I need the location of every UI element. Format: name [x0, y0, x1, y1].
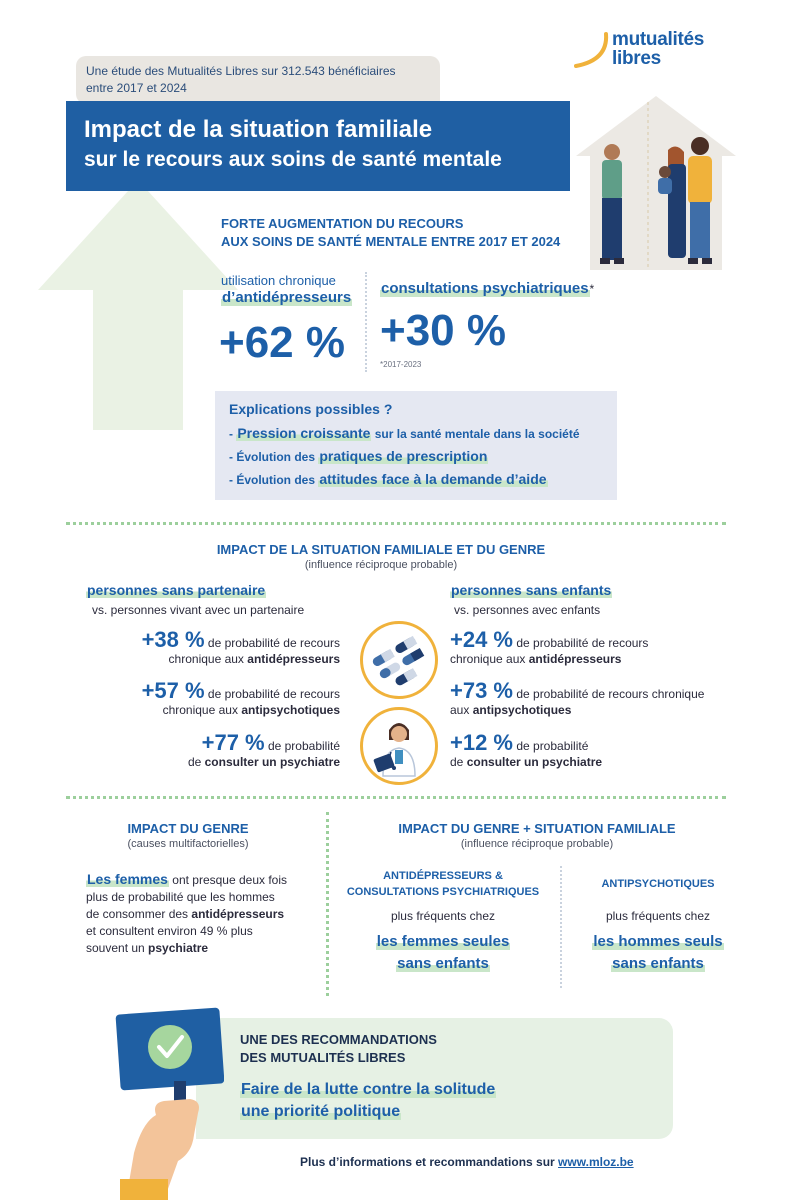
stat-bold: consulter un psychiatre: [204, 755, 340, 769]
section-divider: [66, 796, 726, 799]
pills-icon: [363, 624, 435, 696]
explanation-highlight: Pression croissante: [237, 425, 371, 441]
logo-line-2: libres: [612, 48, 661, 69]
arrow-up-illustration: [38, 180, 238, 430]
stat-text: chronique aux: [168, 652, 248, 666]
page-title-box: [66, 101, 570, 191]
increase-title-line-2: AUX SOINS DE SANTÉ MENTALE ENTRE 2017 ET 2024: [221, 234, 561, 249]
pills-circle: [360, 621, 438, 699]
consultation-footnote: *2017-2023: [380, 360, 422, 369]
stat-bold: antipsychotiques: [472, 703, 572, 717]
antidepressant-increase-value: +62 %: [219, 318, 345, 367]
no-children-stat-psychiatrist: [450, 730, 750, 770]
stat-text: de: [450, 755, 467, 769]
increase-section-title: [221, 215, 581, 251]
gender-highlight: Les femmes: [87, 871, 168, 887]
stat-value: +77 %: [201, 730, 265, 755]
no-partner-stat-antipsychotics: [80, 678, 340, 718]
column-result: les hommes seuls: [593, 933, 723, 950]
consultation-label: [380, 280, 594, 297]
stat-text: de probabilité de recours: [204, 687, 340, 701]
stat-bold: antidépresseurs: [247, 652, 340, 666]
recommendation-title-line-1: UNE DES RECOMMANDATIONS: [240, 1032, 437, 1047]
stat-text: aux: [450, 703, 473, 717]
gender-divider: [326, 812, 329, 996]
family-house-illustration: [572, 94, 740, 270]
psychiatrist-icon: [363, 710, 435, 782]
no-partner-stat-psychiatrist: [80, 730, 340, 770]
explanation-item: [229, 468, 603, 491]
consultation-label-text: consultations psychiatriques: [381, 280, 589, 297]
gender-text: plus de probabilité que les hommes: [86, 890, 275, 904]
recommendation-title-line-2: DES MUTUALITÉS LIBRES: [240, 1050, 406, 1065]
footer-text: Plus d’informations et recommandations sur: [300, 1155, 559, 1169]
column-heading: ANTIPSYCHOTIQUES: [601, 878, 715, 890]
check-sign-illustration: [112, 1003, 224, 1200]
recommendation-text-line-1: Faire de la lutte contre la solitude: [241, 1081, 496, 1098]
no-partner-heading-text: personnes sans partenaire: [87, 582, 266, 598]
study-info-box: [76, 56, 440, 104]
study-line-2: entre 2017 et 2024: [86, 81, 187, 95]
stat-text: de probabilité: [513, 739, 589, 753]
column-result: sans enfants: [397, 955, 489, 972]
recommendation-title: [240, 1031, 437, 1067]
consultation-increase-value: +30 %: [380, 306, 506, 355]
stat-text: de probabilité de recours chronique: [513, 687, 705, 701]
stat-bold: antidépresseurs: [528, 652, 622, 666]
antidepressant-label-line-2: d’antidépresseurs: [222, 289, 352, 306]
consultation-label-star: *: [589, 282, 595, 296]
recommendation-text-line-2: une priorité politique: [241, 1103, 401, 1120]
stat-value: +38 %: [141, 627, 205, 652]
no-children-stat-antipsychotics: [450, 678, 760, 718]
no-partner-subheading: vs. personnes vivant avec un partenaire: [92, 603, 305, 617]
stat-value: +24 %: [450, 627, 513, 652]
stat-bold: consulter un psychiatre: [466, 755, 603, 769]
gender-family-section-title: IMPACT DU GENRE + SITUATION FAMILIALE: [398, 821, 676, 836]
stat-bold: antipsychotiques: [241, 703, 340, 717]
explanation-prefix: - Évolution des: [229, 473, 319, 487]
column-subtext: plus fréquents chez: [390, 909, 496, 923]
stat-text: chronique aux: [162, 703, 242, 717]
family-section-subtitle: (influence réciproque probable): [304, 559, 458, 571]
gender-section-subtitle: (causes multifactorielles): [127, 838, 249, 850]
explanation-item: [229, 445, 603, 468]
explanation-item: [229, 422, 603, 445]
gender-bold: antidépresseurs: [191, 907, 285, 921]
column-result: sans enfants: [612, 955, 704, 972]
gender-text: ont presque deux fois: [168, 873, 288, 887]
stat-text: de: [187, 755, 205, 769]
stat-text: chronique aux: [450, 652, 529, 666]
gender-family-col-antidepressants: [334, 868, 552, 975]
stat-value: +73 %: [450, 678, 513, 703]
gender-section-title: IMPACT DU GENRE: [127, 821, 249, 836]
gender-text: souvent un: [86, 941, 149, 955]
stat-text: de probabilité: [264, 739, 340, 753]
explanations-box: [215, 391, 617, 500]
page-title-line-2: sur le recours aux soins de santé mentale: [84, 148, 502, 171]
stat-value: +57 %: [141, 678, 205, 703]
explanation-suffix: sur la santé mentale dans la société: [371, 427, 580, 441]
study-line-1: Une étude des Mutualités Libres sur 312.543 bénéficiaires: [86, 64, 396, 78]
antidepressant-label-line-1: utilisation chronique: [221, 273, 336, 288]
column-subtext: plus fréquents chez: [605, 909, 711, 923]
doctor-circle: [360, 707, 438, 785]
gender-bold: psychiatre: [148, 941, 209, 955]
column-divider: [560, 866, 562, 988]
family-section-title: IMPACT DE LA SITUATION FAMILIALE ET DU GENRE: [216, 542, 546, 557]
explanations-title: Explications possibles ?: [229, 401, 393, 417]
column-heading: ANTIDÉPRESSEURS &: [383, 870, 503, 882]
footer: [300, 1155, 634, 1169]
gender-text: et consultent environ 49 % plus: [86, 924, 253, 938]
column-result: les femmes seules: [376, 933, 510, 950]
section-divider: [66, 522, 726, 525]
explanation-prefix: -: [229, 427, 237, 441]
gender-text: de consommer des: [86, 907, 192, 921]
logo-line-1: mutualités: [612, 29, 705, 50]
logo-swoosh-icon: [572, 30, 612, 72]
antidepressant-label: [221, 272, 351, 306]
website-link[interactable]: www.mloz.be: [558, 1155, 634, 1169]
mutualites-libres-logo: [572, 30, 722, 72]
no-children-subheading: vs. personnes avec enfants: [454, 603, 601, 617]
gender-family-col-antipsychotics: [568, 876, 748, 975]
no-children-heading-text: personnes sans enfants: [451, 582, 612, 598]
page-title-line-1: Impact de la situation familiale: [84, 116, 433, 143]
gender-family-section-subtitle: (influence réciproque probable): [460, 838, 614, 850]
stat-text: de probabilité de recours: [204, 636, 340, 650]
explanation-prefix: - Évolution des: [229, 450, 319, 464]
stats-divider: [365, 272, 367, 372]
stat-value: +12 %: [450, 730, 513, 755]
explanation-highlight: pratiques de prescription: [319, 448, 488, 464]
gender-paragraph: [86, 871, 310, 957]
increase-title-line-1: FORTE AUGMENTATION DU RECOURS: [221, 216, 464, 231]
no-children-stat-antidepressants: [450, 627, 750, 667]
stat-text: de probabilité de recours: [513, 636, 649, 650]
no-partner-stat-antidepressants: [80, 627, 340, 667]
no-partner-heading: [86, 582, 266, 598]
recommendation-text: [240, 1079, 496, 1123]
no-children-heading: [450, 582, 612, 598]
explanation-highlight: attitudes face à la demande d’aide: [319, 471, 547, 487]
column-heading: CONSULTATIONS PSYCHIATRIQUES: [346, 886, 540, 898]
